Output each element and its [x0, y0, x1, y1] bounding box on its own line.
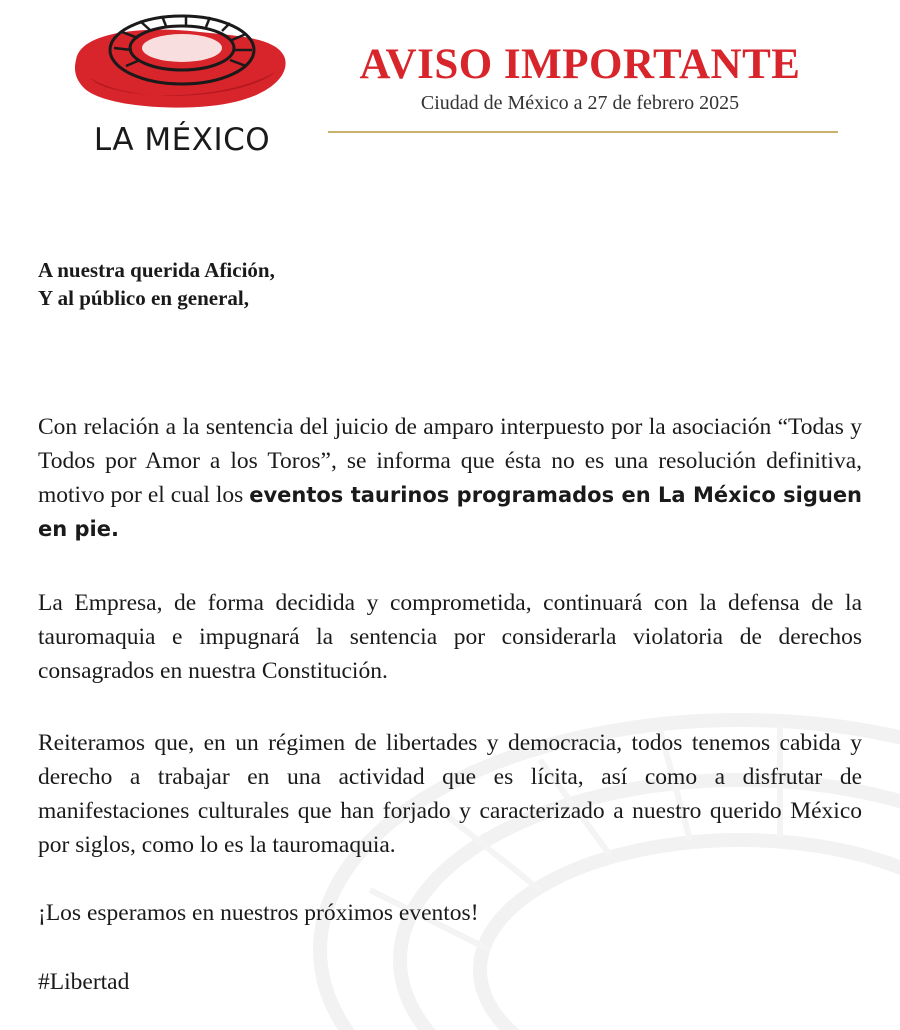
paragraph-1: [38, 410, 862, 546]
la-mexico-logo: [70, 8, 290, 158]
salutation-line-2: Y al público en general,: [38, 286, 249, 310]
closing-line: ¡Los esperamos en nuestros próximos eventos!: [38, 900, 479, 926]
bullring-icon: [70, 8, 290, 118]
paragraph-1-text: Con relación a la sentencia del juicio de amparo interpuesto por la asociación “Todas y Todos por Amor a los Toros”, se informa que ésta no es una resolución definitiva, motivo por el cual los: [38, 414, 862, 508]
paragraph-3: Reiteramos que, en un régimen de libertades y democracia, todos tenemos cabida y derecho a trabajar en una actividad que es lícita, así como a disfrutar de manifestaciones culturales que han forjado y caracterizado a nuestro querido México por siglos, como lo es la tauromaquia.: [38, 730, 862, 858]
notice-title: AVISO IMPORTANTE: [359, 41, 801, 88]
salutation-line-1: A nuestra querida Afición,: [38, 258, 275, 282]
paragraph-1-emphasis: eventos taurinos programados en La México siguen en pie.: [38, 483, 863, 541]
salutation: [38, 256, 638, 312]
notice-date: Ciudad de México a 27 de febrero 2025: [420, 92, 740, 114]
paragraph-2: La Empresa, de forma decidida y comprometida, continuará con la defensa de la tauromaquia e impugnará la sentencia por considerarla violatoria de derechos consagrados en nuestra Constitución.: [38, 590, 862, 684]
header-divider: [328, 131, 838, 133]
hashtag: #Libertad: [38, 969, 130, 995]
logo-wordmark: LA MÉXICO: [93, 122, 271, 158]
